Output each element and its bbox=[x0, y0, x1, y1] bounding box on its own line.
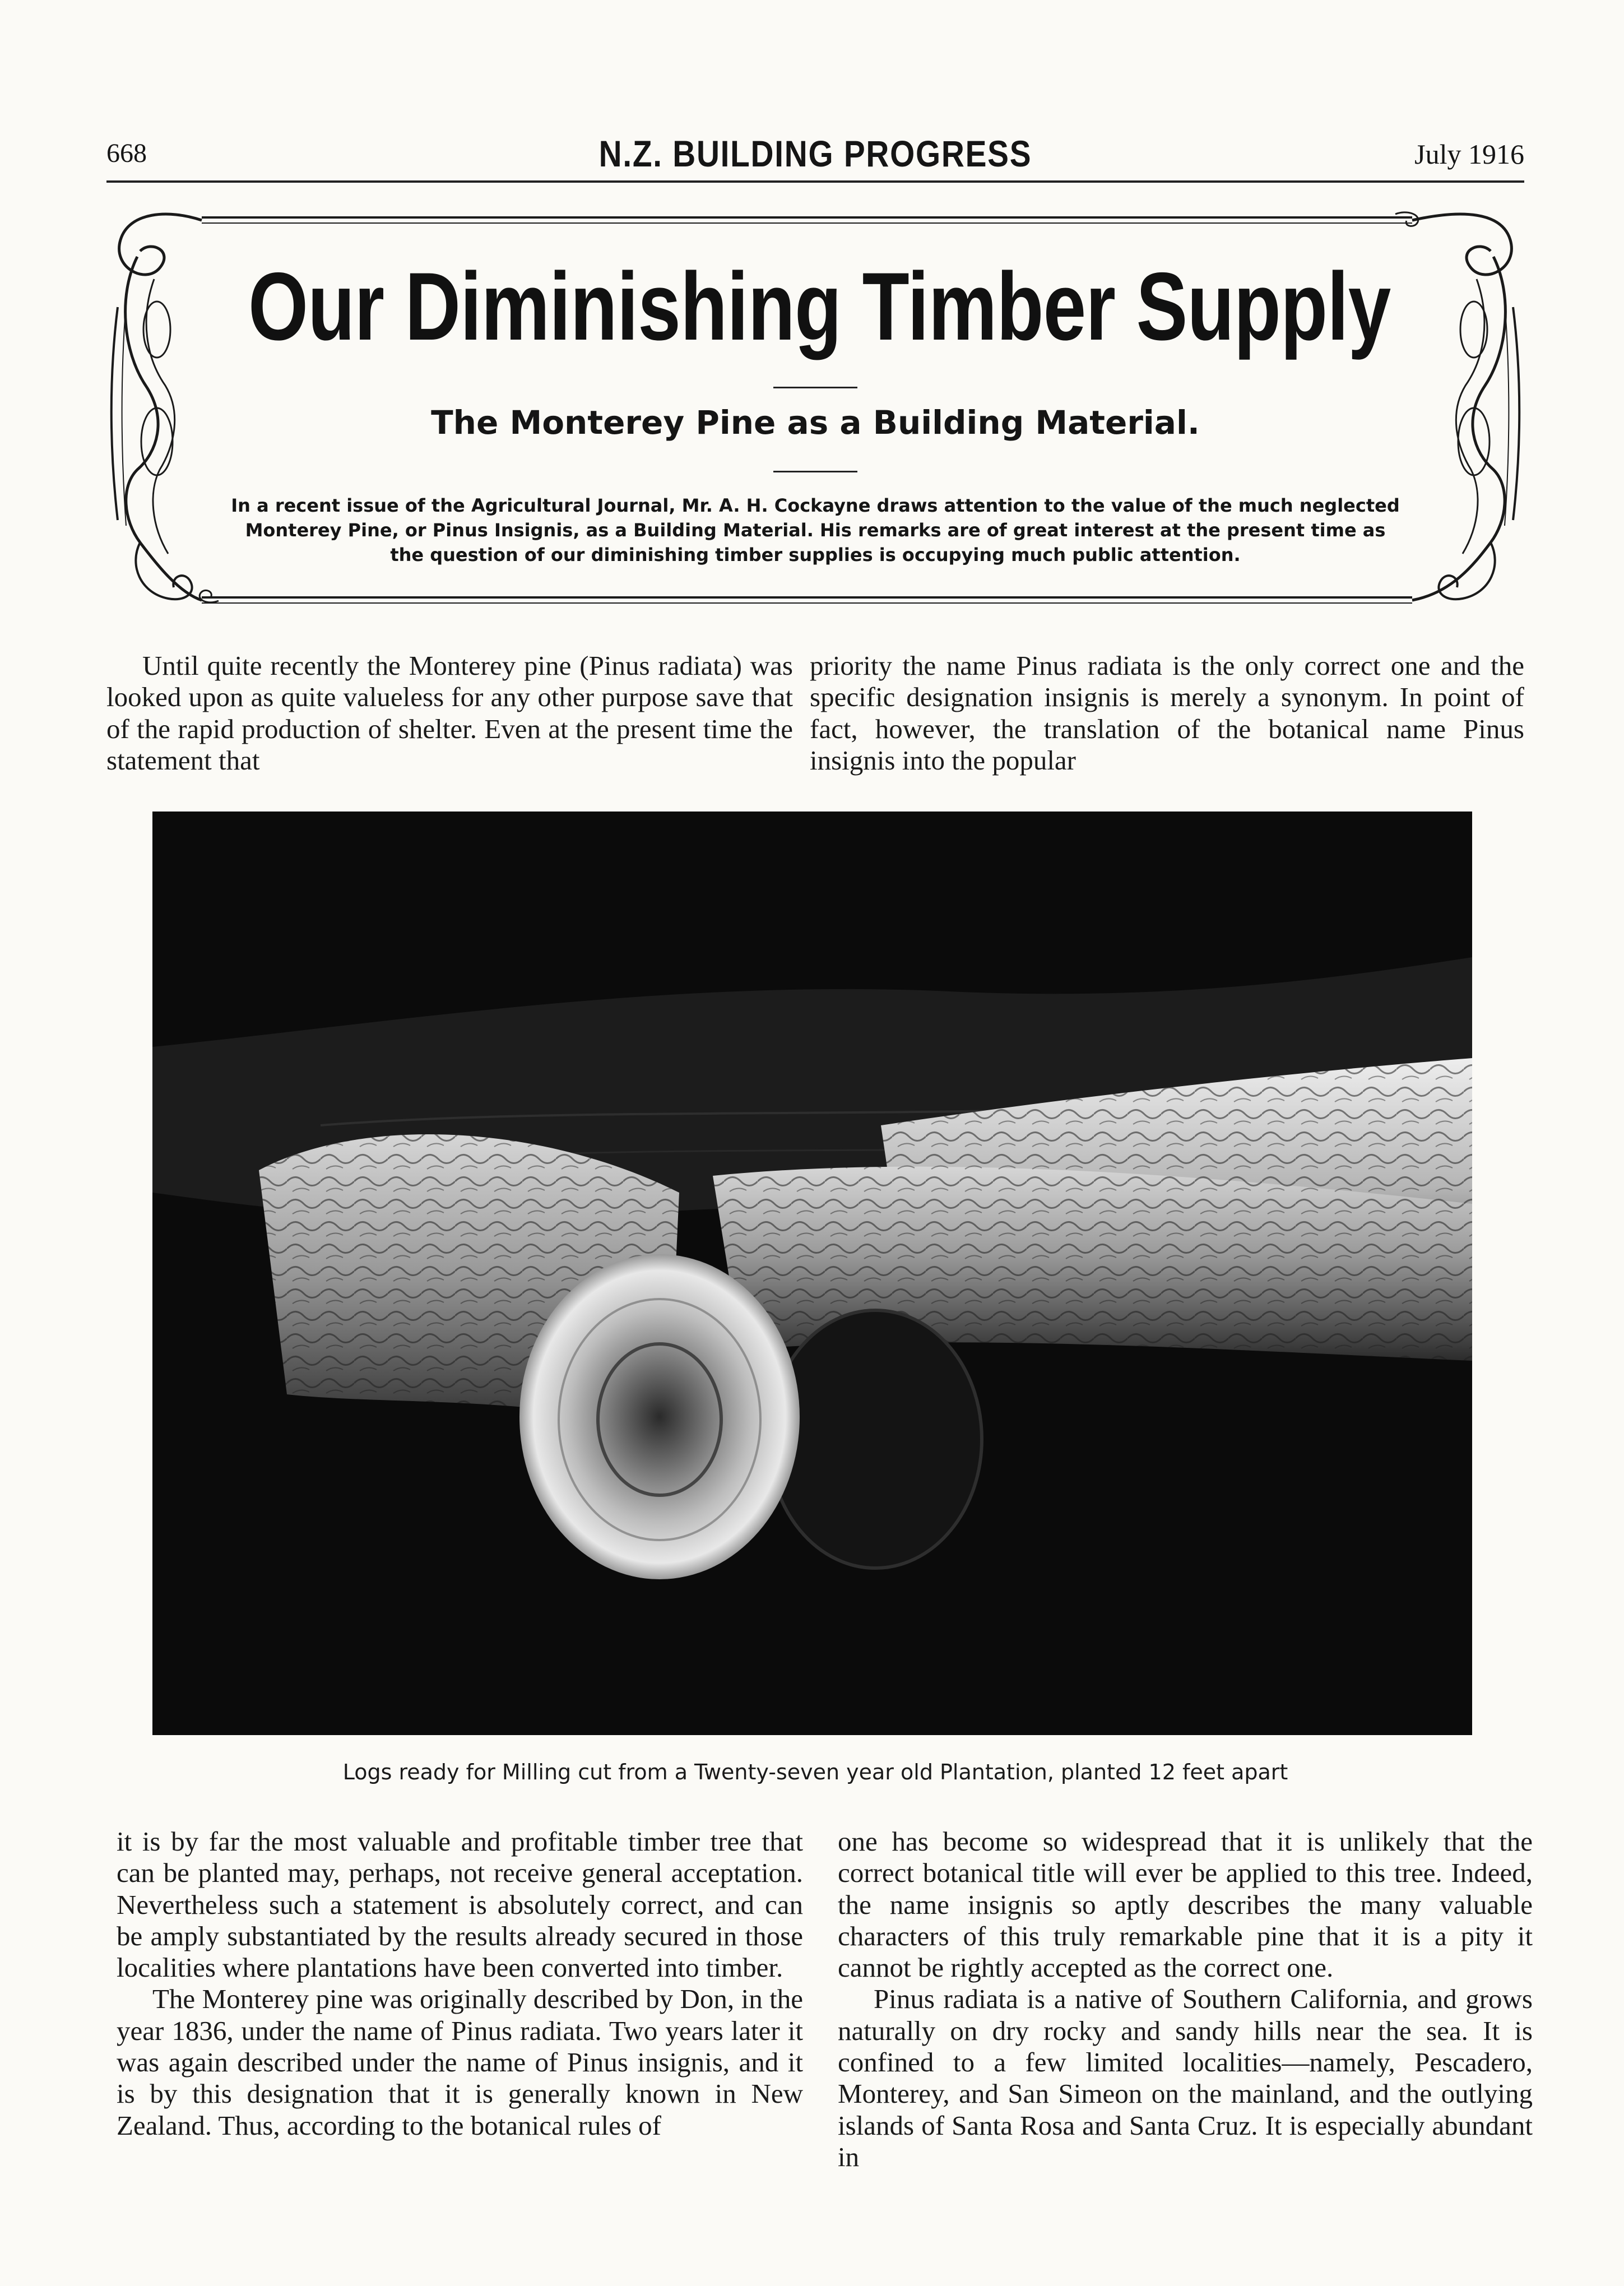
column-top-left bbox=[106, 650, 793, 776]
paragraph: The Monterey pine was originally described by Don, in the year 1836, under the name of Pinus radiata. Two years later it was again described under the name of Pinus insignis, and it is by this designation that it is generally known in New Zealand. Thus, according to the botanical rules of bbox=[117, 1983, 803, 2141]
column-top-right bbox=[810, 650, 1524, 776]
column-bottom-right bbox=[838, 1826, 1533, 2173]
logs-photograph bbox=[152, 812, 1472, 1735]
paragraph: priority the name Pinus radiata is the only correct one and the specific designation insignis is merely a synonym. In point of fact, however, the translation of the botanical name Pinus insignis into the popular bbox=[810, 650, 1524, 776]
title-frame bbox=[106, 206, 1524, 614]
title-divider bbox=[773, 387, 857, 388]
paragraph: it is by far the most valuable and profitable timber tree that can be planted may, perhaps, not receive general acceptation. Nevertheless such a statement is absolutely correct, and can be amply substantiated by the results already secured in those localities where plantations have been converted into timber. bbox=[117, 1826, 803, 1983]
issue-date: July 1916 bbox=[1414, 138, 1524, 170]
photo-caption: Logs ready for Milling cut from a Twenty-seven year old Plantation, planted 12 feet apart bbox=[342, 1760, 1288, 1784]
header-rule bbox=[106, 180, 1524, 183]
paragraph: Until quite recently the Monterey pine (Pinus radiata) was looked upon as quite valueless for any other purpose save that of the rapid production of shelter. Even at the present time the statement that bbox=[106, 650, 793, 776]
intro-paragraph: In a recent issue of the Agricultural Journal, Mr. A. H. Cockayne draws attention to the value of the much neglected Monterey Pine, or Pinus Insignis, as a Building Material. His remarks are of great interest at the present time as the question of our diminishing timber supplies is occupying much public attention. bbox=[231, 495, 1400, 565]
column-bottom-left bbox=[117, 1826, 803, 2141]
article-subtitle: The Monterey Pine as a Building Material. bbox=[431, 404, 1200, 442]
page-number: 668 bbox=[106, 138, 147, 168]
paragraph: Pinus radiata is a native of Southern California, and grows naturally on dry rocky and sandy hills near the sea. It is confined to a few limited localities—namely, Pescadero, Monterey, and San Simeon on the mainland, and the outlying islands of Santa Rosa and Santa Cruz. It is especially abundant in bbox=[838, 1983, 1533, 2172]
article-title: Our Diminishing Timber Supply bbox=[248, 253, 1391, 360]
paragraph: one has become so widespread that it is unlikely that the correct botanical title will ever be applied to this tree. Indeed, the name insignis so aptly describes the many valuable characters of this truly remarkable pine that it is a pity it cannot be rightly accepted as the correct one. bbox=[838, 1826, 1533, 1983]
subtitle-divider bbox=[773, 471, 857, 472]
running-header bbox=[106, 132, 1524, 177]
journal-name: N.Z. BUILDING PROGRESS bbox=[598, 133, 1032, 174]
